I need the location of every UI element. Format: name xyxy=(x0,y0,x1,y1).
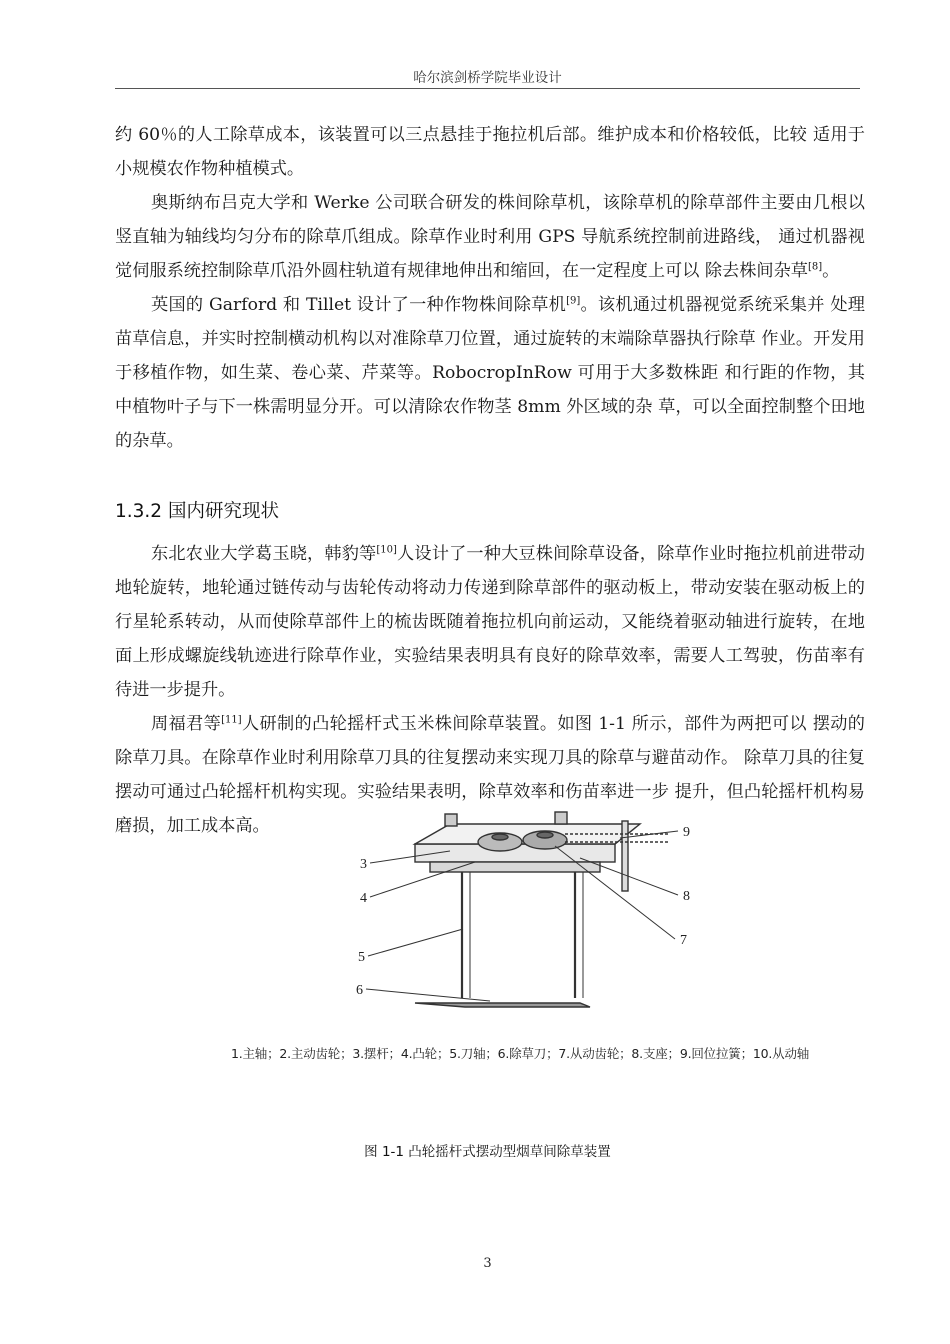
callout-label: 8 xyxy=(683,889,690,904)
paragraph-cost: 约 60％的人工除草成本，该装置可以三点悬挂于拖拉机后部。维护成本和价格较低，比较 适用于小规模农作物种植模式。 xyxy=(115,125,865,179)
body-text-bottom xyxy=(115,537,865,843)
callout-label: 6 xyxy=(356,983,363,998)
callout-label: 9 xyxy=(683,825,690,840)
paragraph-cam: 周福君等[11]人研制的凸轮摇杆式玉米株间除草装置。如图 1-1 所示，部件为两把可以 摆动的除草刀具。在除草作业时利用除草刀具的往复摆动来实现刀具的除草与避苗动作。 除草刀具的往复摆动可通过凸轮摇杆机构实现。实验结果表明，除草效率和伤苗率进一步 提升，但凸轮摇杆机构易磨损，加工成本高。 xyxy=(115,714,865,836)
page-header: 哈尔滨剑桥学院毕业设计 xyxy=(115,66,860,89)
section-heading: 1.3.2 国内研究现状 xyxy=(115,501,279,522)
citation-11: [11] xyxy=(221,714,242,726)
citation-9: [9] xyxy=(566,295,581,307)
citation-10: [10] xyxy=(376,544,397,556)
page-number: 3 xyxy=(483,1256,492,1271)
figure-weeding-device xyxy=(340,806,710,1016)
paragraph-garford: 英国的 Garford 和 Tillet 设计了一种作物株间除草机[9]。该机通过机器视觉系统采集并 处理苗草信息，并实时控制横动机构以对准除草刀位置，通过旋转的末端除草器执行除草 作业。开发用于移植作物，如生菜、卷心菜、芹菜等。RobocropInRow 可用于大多数株距 和行距的作物，其中植物叶子与下一株需明显分开。可以清除农作物茎 8mm 外区域的杂 草，可以全面控制整个田地的杂草。 xyxy=(115,295,865,451)
paragraph-osnabrueck: 奥斯纳布吕克大学和 Werke 公司联合研发的株间除草机，该除草机的除草部件主要由几根以竖直轴为轴线均匀分布的除草爪组成。除草作业时利用 GPS 导航系统控制前进路线， 通过机器视觉伺服系统控制除草爪沿外圆柱轨道有规律地伸出和缩回，在一定程度上可以 除去株间杂草[8]。 xyxy=(115,193,865,281)
citation-8: [8] xyxy=(807,261,823,273)
body-text-top xyxy=(115,118,865,458)
weeding-device-drawing xyxy=(340,806,710,1016)
callout-label: 4 xyxy=(360,891,367,906)
callout-label: 5 xyxy=(358,950,365,965)
paragraph-soybean: 东北农业大学葛玉晓，韩豹等[10]人设计了一种大豆株间除草设备，除草作业时拖拉机前进带动地轮旋转，地轮通过链传动与齿轮传动将动力传递到除草部件的驱动板上，带动安装在驱动板上的行星轮系转动，从而使除草部件上的梳齿既随着拖拉机向前运动，又能绕着驱动轴进行旋转，在地面上形成螺旋线轨迹进行除草作业，实验结果表明具有良好的除草效率，需要人工驾驶，伤苗率有待进一步提升。 xyxy=(115,544,865,700)
callout-label: 7 xyxy=(680,933,687,948)
figure-caption: 图 1-1 凸轮摇杆式摆动型烟草间除草装置 xyxy=(364,1144,611,1160)
figure-legend: 1.主轴；2.主动齿轮；3.摆杆；4.凸轮；5.刀轴；6.除草刀；7.从动齿轮；8.支座；9.回位拉簧；10.从动轴 xyxy=(230,1046,810,1061)
callout-label: 3 xyxy=(360,857,367,872)
